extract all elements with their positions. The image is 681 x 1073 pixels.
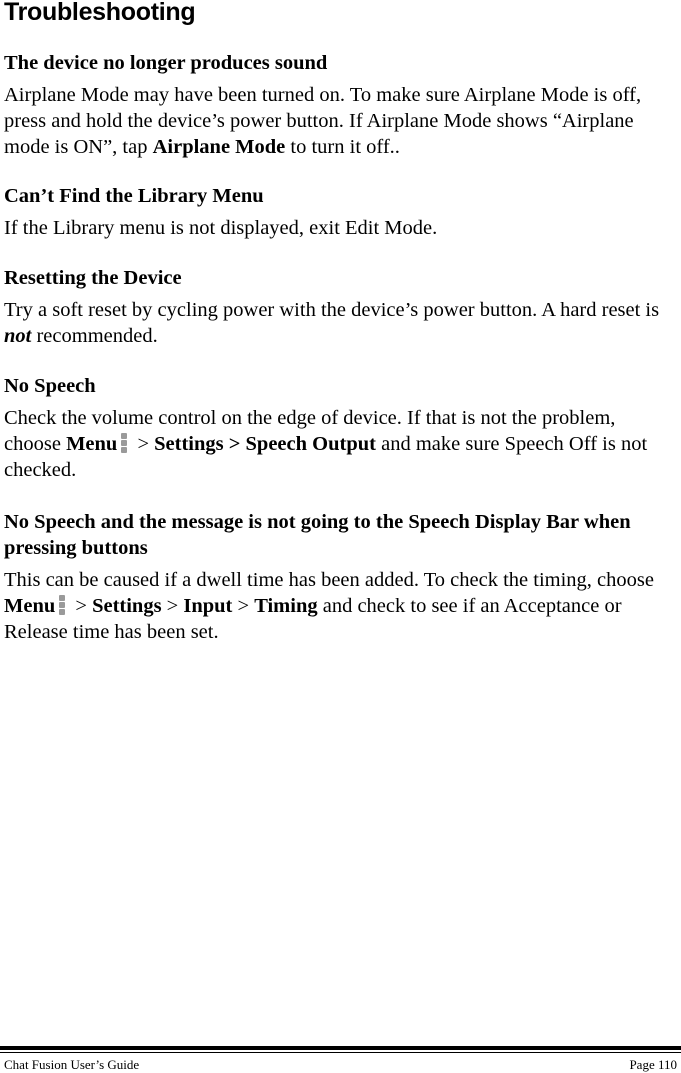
menu-dots-icon (58, 594, 66, 616)
footer-guide-title: Chat Fusion User’s Guide (4, 1057, 140, 1072)
section-no-sound (4, 50, 676, 160)
settings-path: Settings > Speech Output (154, 433, 376, 455)
timing-term: Timing (254, 595, 318, 617)
section-heading: No Speech (4, 375, 96, 397)
section-heading: Resetting the Device (4, 267, 182, 289)
menu-term: Menu (4, 595, 56, 617)
menu-term: Menu (66, 433, 118, 455)
section-body: Airplane Mode may have been turned on. To make sure Airplane Mode is off, press and hold the device’s power button. If Airplane Mode shows “Airplane mode is ON”, tap Airplane Mode to turn it off.. (4, 84, 642, 158)
input-term: Input (183, 595, 233, 617)
page-title: Troubleshooting (4, 0, 196, 26)
section-body: Check the volume control on the edge of device. If that is not the problem, choose Menu > Settings > Speech Output and make sure Speech Off is not checked. (4, 407, 648, 481)
section-no-speech (4, 373, 676, 483)
section-body: If the Library menu is not displayed, exit Edit Mode. (4, 217, 438, 239)
not-emphasis: not (4, 325, 32, 347)
section-body: This can be caused if a dwell time has been added. To check the timing, choose Menu > Settings > Input > Timing and check to see if an Acceptance or Release time has been set. (4, 569, 654, 643)
section-resetting (4, 265, 676, 349)
airplane-mode-term: Airplane Mode (152, 136, 286, 158)
settings-term: Settings (92, 595, 162, 617)
section-library-menu (4, 183, 676, 241)
section-body: Try a soft reset by cycling power with the device’s power button. A hard reset is not recommended. (4, 299, 660, 347)
footer-rule (0, 1046, 681, 1050)
section-heading: Can’t Find the Library Menu (4, 185, 264, 207)
menu-dots-icon (120, 432, 128, 454)
footer-rule-thin (0, 1052, 681, 1053)
section-heading: No Speech and the message is not going to the Speech Display Bar when pressing buttons (4, 511, 631, 559)
section-no-speech-display-bar (4, 509, 676, 645)
footer-page-number: Page 110 (629, 1057, 677, 1072)
section-heading: The device no longer produces sound (4, 52, 328, 74)
